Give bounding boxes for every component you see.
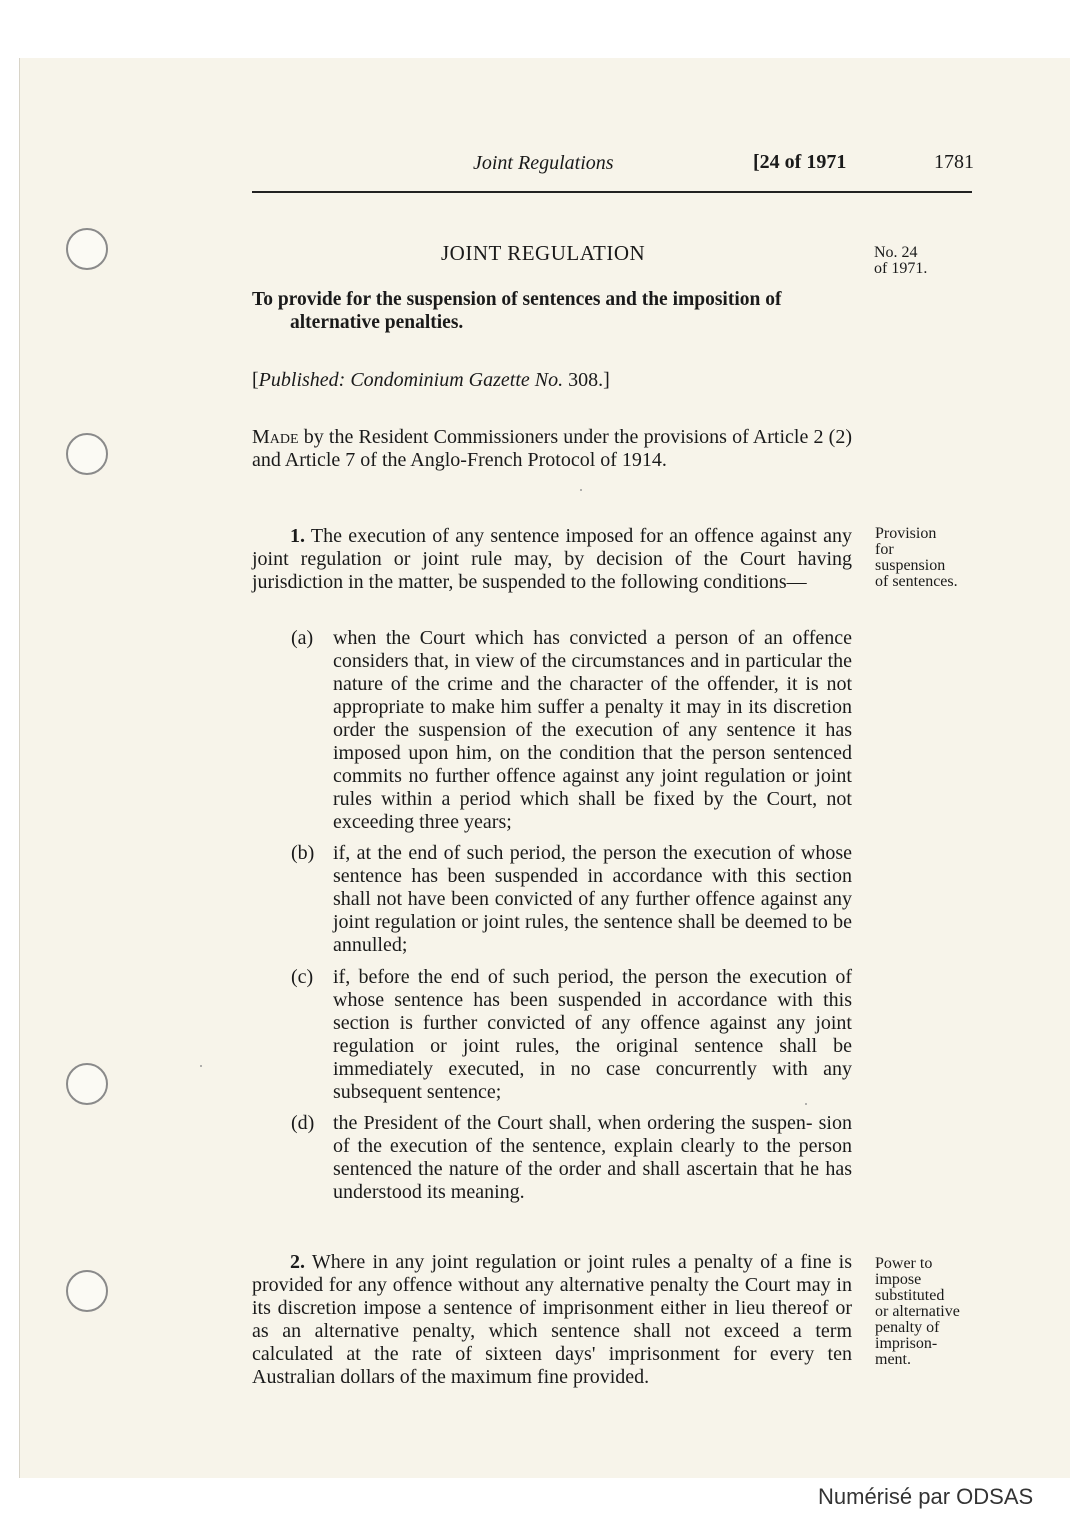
section-number: 2.: [290, 1251, 305, 1273]
subsection-label: (a): [291, 627, 314, 649]
binder-hole-upper: [66, 433, 108, 475]
publication-bracket: [: [252, 369, 259, 391]
subsection-label: (c): [291, 966, 314, 988]
subsection-text: if, at the end of such period, the person the execution of whose sentence has been suspended in accordance with this section shall not have been convicted of any further offence against any joint regulation or joint rules, the sentence shall be deemed to be annulled;: [333, 842, 852, 956]
header-rule: [252, 191, 972, 193]
side-note-line: penalty of: [875, 1319, 940, 1336]
side-note-line: ment.: [875, 1351, 911, 1368]
side-note-line: for: [875, 541, 894, 558]
side-note-line: impose: [875, 1271, 922, 1288]
section-number: 1.: [290, 525, 305, 547]
side-note-line: imprison-: [875, 1335, 938, 1352]
side-note-line: Power to: [875, 1255, 933, 1272]
subsection-text: if, before the end of such period, the person the execution of whose sentence has been suspended in accordance with this section is further convicted of any offence against any joint regulation or joint rules, the original sentence shall be immediately executed, in no case concurrently with any subsequent sentence;: [333, 966, 852, 1103]
section-text: Where in any joint regulation or joint rules a penalty of a fine is provided for any offence without any alternative penalty the Court may in its discretion impose a sentence of imprisonment either in lieu thereof or as an alternative penalty, which sentence shall not exceed a term calculated at the rate of sixteen days' imprisonment for every ten Australian dollars of the maximum fine provided.: [252, 1251, 852, 1388]
enacting-clause: [252, 426, 852, 472]
binder-hole-bottom: [66, 1270, 108, 1312]
subsection-label: (b): [291, 842, 315, 864]
digitization-watermark: Numérisé par ODSAS: [818, 1484, 1034, 1509]
side-note-line: suspension: [875, 557, 946, 574]
enacting-text: by the Resident Commissioners under the provisions of Article 2 (2) and Article 7 of the Anglo-French Protocol of 1914.: [252, 426, 852, 471]
side-note-provision: [875, 526, 958, 590]
page-number: 1781: [934, 151, 974, 173]
side-note-line: Provision: [875, 525, 937, 542]
side-note-power: [875, 1256, 960, 1368]
enacting-lead-word: Made: [252, 426, 299, 448]
side-note-line: or alternative: [875, 1303, 960, 1320]
publication-source: Published: Condominium Gazette No.: [258, 369, 564, 391]
subsection-c: [291, 966, 852, 1104]
side-note-line: substituted: [875, 1287, 945, 1304]
running-header-number: [24 of 1971: [753, 151, 847, 173]
scan-speck: [200, 1065, 202, 1067]
subsection-label: (d): [291, 1112, 315, 1134]
binder-hole-top: [66, 228, 108, 270]
scan-speck: [580, 489, 582, 491]
subsection-text: when the Court which has convicted a person of an offence considers that, in view of the circumstances and in particular the nature of the crime and the character of the offender, it is not appropriate to make him suffer a penalty it may in its discretion order the suspension of the execution of any sentence it has imposed upon him, on the condition that the person sentenced commits no further offence against any joint regulation or joint rules within a period which shall be fixed by the Court, not exceeding three years;: [333, 627, 852, 833]
subsection-a: [291, 627, 852, 834]
side-note-line: of sentences.: [875, 573, 958, 590]
subsection-text: the President of the Court shall, when ordering the suspen- sion of the execution of the sentence, explain clearly to the person sentenced the nature of the order and shall ascertain that he has understood its meaning.: [333, 1112, 852, 1203]
binder-hole-lower: [66, 1063, 108, 1105]
publication-note: [252, 369, 610, 392]
side-note-line: No. 24: [874, 244, 918, 261]
section-text: The execution of any sentence imposed for an offence against any joint regulation or joint rule may, by decision of the Court having jurisdiction in the matter, be suspended to the following conditions—: [252, 525, 852, 593]
subsection-d: [291, 1112, 852, 1204]
section-1: [252, 525, 852, 594]
document-title: JOINT REGULATION: [441, 241, 646, 265]
side-note-line: of 1971.: [874, 260, 928, 277]
section-2: [252, 1251, 852, 1389]
publication-number: 308.]: [563, 369, 610, 391]
running-header-title: Joint Regulations: [473, 152, 614, 174]
side-note-number: [874, 245, 927, 277]
purpose-statement: To provide for the suspension of sentences and the imposition of alternative penalties.: [252, 289, 782, 333]
subsection-b: [291, 842, 852, 957]
